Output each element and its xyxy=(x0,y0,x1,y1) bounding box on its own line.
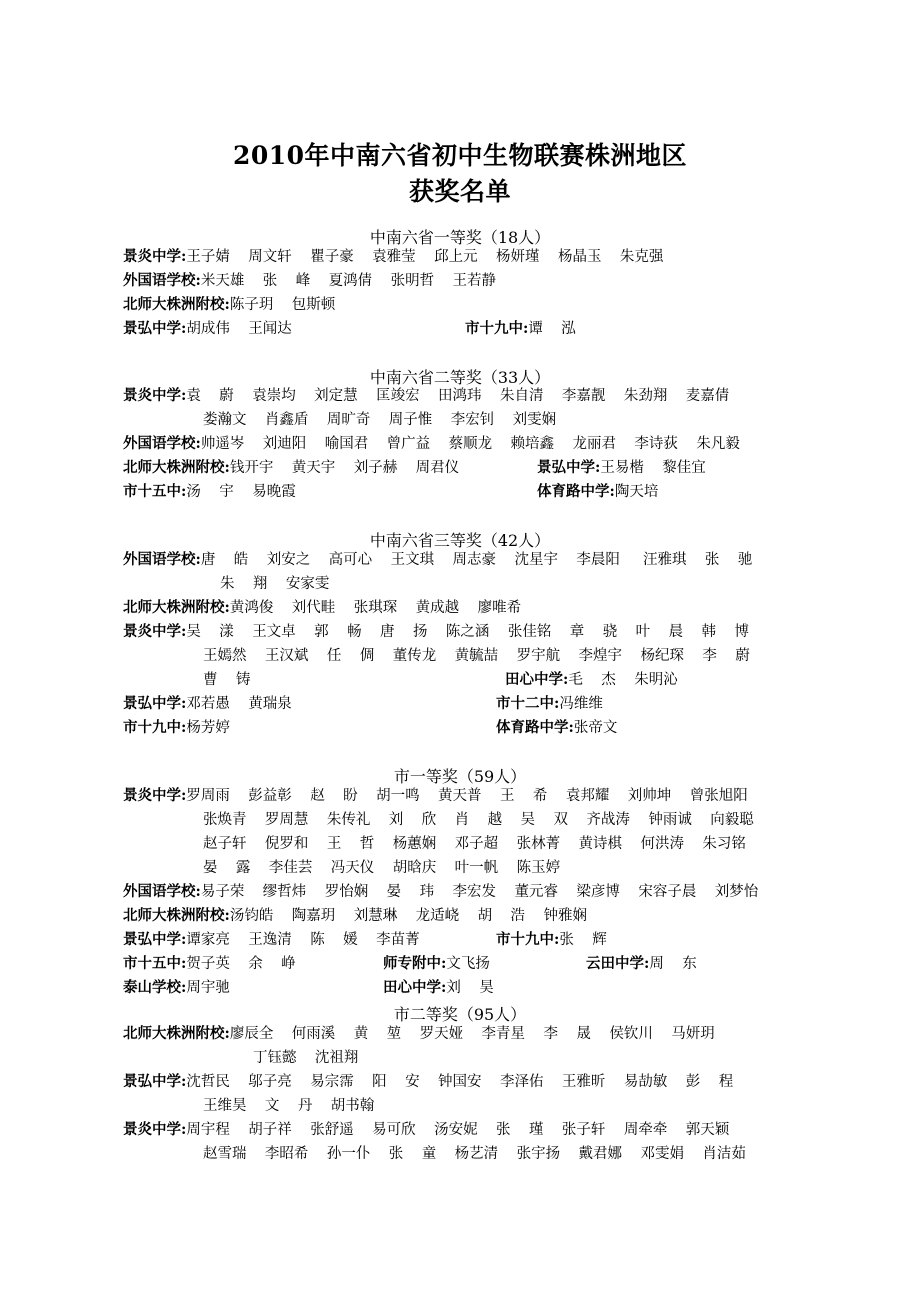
student-names: 周 东 xyxy=(649,956,697,972)
school-name: 景弘中学: xyxy=(123,931,187,948)
school-name: 市十九中: xyxy=(465,320,529,337)
list-item-continuation: 娄瀚文 肖鑫盾 周旷奇 周子惟 李宏钊 刘雯娴 xyxy=(203,412,557,428)
student-names: 廖辰全 何雨溪 黄 堃 罗天娅 李青星 李 晟 侯钦川 马妍玥 xyxy=(229,1026,715,1042)
school-name: 北师大株洲附校: xyxy=(123,599,230,616)
student-names: 谭家亮 王逸清 陈 媛 李苗菁 xyxy=(186,932,420,948)
list-item xyxy=(465,319,576,339)
list-item xyxy=(586,954,697,974)
school-name: 北师大株洲附校: xyxy=(123,907,230,924)
student-names: 杨芳婷 xyxy=(186,720,230,736)
list-item xyxy=(123,930,420,950)
school-name: 北师大株洲附校: xyxy=(123,1025,230,1042)
student-names: 陶天培 xyxy=(614,484,659,500)
student-names: 陈子玥 包斯顿 xyxy=(229,297,336,313)
section-header-provincial-third: 中南六省三等奖（42人） xyxy=(369,531,551,550)
list-item xyxy=(123,434,740,454)
student-names: 张 辉 xyxy=(559,932,607,948)
student-names: 周宇程 胡子祥 张舒遥 易可欣 汤安妮 张 瑾 张子轩 周牵牵 郭天颖 xyxy=(186,1122,730,1138)
school-name: 北师大株洲附校: xyxy=(123,459,230,476)
list-item xyxy=(123,906,587,926)
student-names: 文飞扬 xyxy=(446,956,490,972)
list-item xyxy=(123,954,296,974)
student-names: 唐 皓 刘安之 高可心 王文琪 周志豪 沈星宇 李晨阳 汪雅琪 张 驰 xyxy=(200,552,753,568)
list-item xyxy=(123,458,459,478)
school-name: 体育路中学: xyxy=(537,483,615,500)
student-names: 张帝文 xyxy=(573,720,618,736)
list-item xyxy=(123,550,752,570)
list-item xyxy=(537,458,706,478)
list-item xyxy=(505,670,678,690)
school-name: 市十五中: xyxy=(123,955,187,972)
document-title: 2010年中南六省初中生物联赛株洲地区 xyxy=(232,141,688,170)
school-name: 田心中学: xyxy=(383,979,447,996)
school-name: 景弘中学: xyxy=(537,459,601,476)
section-header-provincial-second: 中南六省二等奖（33人） xyxy=(369,368,551,387)
list-item-continuation: 曹 铸 xyxy=(203,672,251,688)
student-names: 沈哲民 邬子亮 易宗霈 阳 安 钟国安 李泽佑 王雅昕 易劼敏 彭 程 xyxy=(186,1074,734,1090)
list-item xyxy=(123,718,230,738)
student-names: 冯维维 xyxy=(559,696,603,712)
school-name: 市十九中: xyxy=(496,931,560,948)
list-item xyxy=(123,694,292,714)
school-name: 外国语学校: xyxy=(123,272,201,289)
list-item xyxy=(123,271,496,291)
student-names: 罗周雨 彭益彰 赵 盼 胡一鸣 黄天普 王 希 袁邦耀 刘帅坤 曾张旭阳 xyxy=(186,788,748,804)
list-item xyxy=(123,482,296,502)
list-item-continuation: 赵雪瑞 李昭希 孙一仆 张 童 杨艺清 张宇扬 戴君娜 邓雯娟 肖洁茹 xyxy=(203,1146,746,1162)
student-names: 刘 昊 xyxy=(446,980,494,996)
document-subtitle: 获奖名单 xyxy=(408,177,511,206)
list-item xyxy=(537,482,658,502)
list-item xyxy=(496,694,603,714)
school-name: 景弘中学: xyxy=(123,695,187,712)
school-name: 景炎中学: xyxy=(123,1121,187,1138)
list-item xyxy=(123,622,749,642)
school-name: 外国语学校: xyxy=(123,435,201,452)
school-name: 市十九中: xyxy=(123,719,187,736)
school-name: 云田中学: xyxy=(586,955,650,972)
student-names: 王子婧 周文轩 瞿子豪 袁雅莹 邱上元 杨妍瑾 杨晶玉 朱克强 xyxy=(186,249,664,265)
student-names: 谭 泓 xyxy=(528,321,576,337)
list-item xyxy=(383,978,494,998)
list-item xyxy=(496,930,607,950)
student-names: 王易楷 黎佳宜 xyxy=(600,460,706,476)
school-name: 景炎中学: xyxy=(123,248,187,265)
school-name: 北师大株洲附校: xyxy=(123,296,230,313)
student-names: 帅遥岑 刘迪阳 喻国君 曾广益 蔡顺龙 赖培鑫 龙丽君 李诗荻 朱凡毅 xyxy=(200,436,740,452)
list-item-continuation: 张焕青 罗周慧 朱传礼 刘 欣 肖 越 吴 双 齐战涛 钟雨诚 向毅聪 xyxy=(203,812,754,828)
list-item xyxy=(123,978,230,998)
student-names: 米天雄 张 峰 夏鸿倩 张明哲 王若静 xyxy=(200,273,497,289)
school-name: 景弘中学: xyxy=(123,320,187,337)
list-item xyxy=(123,247,663,267)
list-item xyxy=(383,954,490,974)
school-name: 市十五中: xyxy=(123,483,187,500)
student-names: 易子荣 缪哲炜 罗怡娴 晏 玮 李宏发 董元睿 梁彦博 宋容子晨 刘梦怡 xyxy=(200,884,759,900)
section-header-city-first: 市一等奖（59人） xyxy=(393,767,527,786)
school-name: 外国语学校: xyxy=(123,551,201,568)
list-item xyxy=(123,295,335,315)
student-names: 黄鸿俊 刘代畦 张琪琛 黄成越 廖唯希 xyxy=(229,600,522,616)
student-names: 邓若愚 黄瑞泉 xyxy=(186,696,292,712)
list-item xyxy=(123,1120,729,1140)
school-name: 景炎中学: xyxy=(123,787,187,804)
list-item xyxy=(123,598,521,618)
list-item-continuation: 赵子轩 倪罗和 王 哲 杨蕙娴 邓子超 张林菁 黄诗棋 何洪涛 朱习铭 xyxy=(203,836,746,852)
list-item xyxy=(123,1072,733,1092)
list-item xyxy=(123,319,292,339)
student-names: 周宇驰 xyxy=(186,980,230,996)
list-item-continuation: 王维昊 文 丹 胡书翰 xyxy=(203,1098,375,1114)
school-name: 外国语学校: xyxy=(123,883,201,900)
school-name: 市十二中: xyxy=(496,695,560,712)
school-name: 田心中学: xyxy=(505,671,569,688)
student-names: 毛 杰 朱明沁 xyxy=(568,672,678,688)
list-item xyxy=(496,718,617,738)
student-names: 汤 宇 易晚霞 xyxy=(186,484,296,500)
list-item-continuation: 朱 翔 安家雯 xyxy=(220,576,330,592)
student-names: 钱开宇 黄天宇 刘子赫 周君仪 xyxy=(229,460,460,476)
list-item xyxy=(123,882,758,902)
list-item-continuation: 丁钰懿 沈祖翔 xyxy=(253,1050,359,1066)
student-names: 吴 漾 王文卓 郭 畅 唐 扬 陈之涵 张佳铭 章 骁 叶 晨 韩 博 xyxy=(186,624,749,640)
student-names: 袁 蔚 袁崇均 刘定慧 匡竣宏 田鸿玮 朱自清 李嘉靓 朱劲翔 麦嘉倩 xyxy=(186,388,730,404)
list-item-continuation: 晏 露 李佳芸 冯天仪 胡晗庆 叶一帆 陈玉婷 xyxy=(203,860,561,876)
school-name: 泰山学校: xyxy=(123,979,187,996)
school-name: 体育路中学: xyxy=(496,719,574,736)
section-header-city-second: 市二等奖（95人） xyxy=(393,1005,527,1024)
school-name: 师专附中: xyxy=(383,955,447,972)
list-item-continuation: 王嫣然 王汉斌 任 倜 董传龙 黄毓喆 罗宇航 李煌宇 杨纪琛 李 蔚 xyxy=(203,648,750,664)
section-header-provincial-first: 中南六省一等奖（18人） xyxy=(369,228,551,247)
student-names: 汤钧皓 陶嘉玥 刘慧琳 龙适峣 胡 浩 钟雅娴 xyxy=(229,908,587,924)
school-name: 景炎中学: xyxy=(123,387,187,404)
list-item xyxy=(123,1024,715,1044)
student-names: 胡成伟 王闻达 xyxy=(186,321,292,337)
list-item xyxy=(123,386,729,406)
school-name: 景弘中学: xyxy=(123,1073,187,1090)
student-names: 贺子英 余 峥 xyxy=(186,956,296,972)
list-item xyxy=(123,786,748,806)
school-name: 景炎中学: xyxy=(123,623,187,640)
